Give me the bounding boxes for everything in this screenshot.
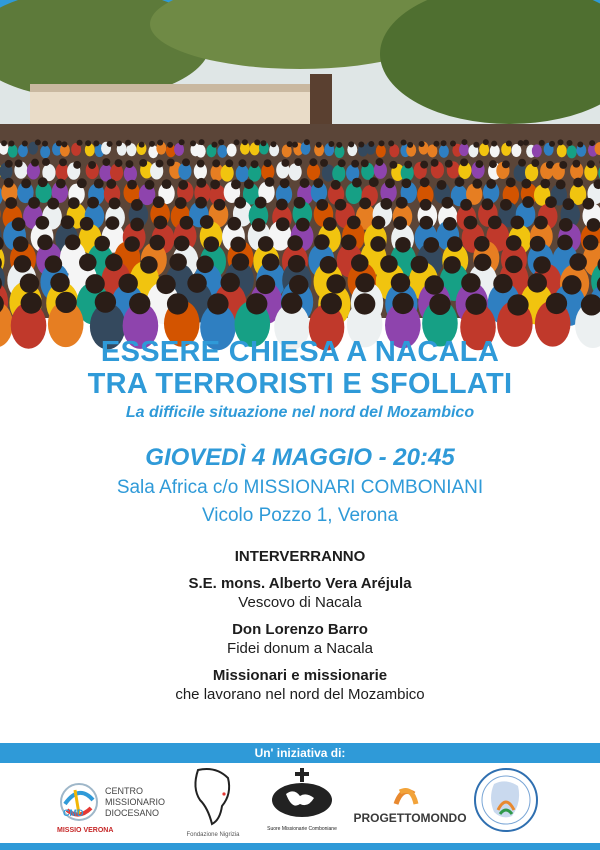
speaker-name: S.E. mons. Alberto Vera Aréjula — [188, 575, 412, 592]
progettomondo-logo — [353, 764, 467, 844]
svg-text:MISSIONARIO: MISSIONARIO — [105, 797, 166, 807]
cmd-mark: CMD — [63, 808, 84, 818]
suore-comboniane-logo — [266, 764, 338, 844]
svg-text:CENTRO: CENTRO — [105, 786, 143, 796]
svg-text:MISSIO VERONA: MISSIO VERONA — [57, 827, 114, 834]
bottom-accent-bar — [0, 843, 600, 850]
speaker-role: Vescovo di Nacala — [238, 594, 362, 611]
subtitle: La difficile situazione nel nord del Mozambico — [125, 404, 475, 421]
partner-logos — [0, 764, 600, 844]
speakers-heading: INTERVERRANNO — [234, 548, 366, 565]
centro-missionario-logo — [55, 764, 180, 844]
svg-text:Fondazione Nigrizia: Fondazione Nigrizia — [186, 832, 240, 838]
circular-seal-logo — [468, 764, 548, 844]
svg-text:Suore Missionarie Comboniane: Suore Missionarie Comboniane — [267, 826, 337, 832]
svg-text:PROGETTOMONDO: PROGETTOMONDO — [353, 811, 467, 825]
speaker-role: che lavorano nel nord del Mozambico — [175, 686, 425, 703]
title-line-2: TRA TERRORISTI E SFOLLATI — [87, 368, 513, 400]
title-line-1: ESSERE CHIESA A NACALA — [100, 336, 500, 368]
event-date: GIOVEDÌ 4 MAGGIO - 20:45 — [145, 444, 455, 471]
svg-text:DIOCESANO: DIOCESANO — [105, 808, 160, 818]
crowd-photo — [0, 14, 600, 318]
venue-line-2: Vicolo Pozzo 1, Verona — [201, 505, 399, 526]
initiative-bar: Un' iniziativa di: — [0, 743, 600, 763]
speaker-name: Don Lorenzo Barro — [232, 621, 368, 638]
speakers-section — [0, 548, 600, 712]
venue-line-1: Sala Africa c/o MISSIONARI COMBONIANI — [116, 477, 484, 498]
fondazione-nigrizia-logo — [186, 764, 241, 844]
speaker-name: Missionari e missionarie — [212, 667, 388, 684]
speaker-role: Fidei donum a Nacala — [227, 640, 373, 657]
